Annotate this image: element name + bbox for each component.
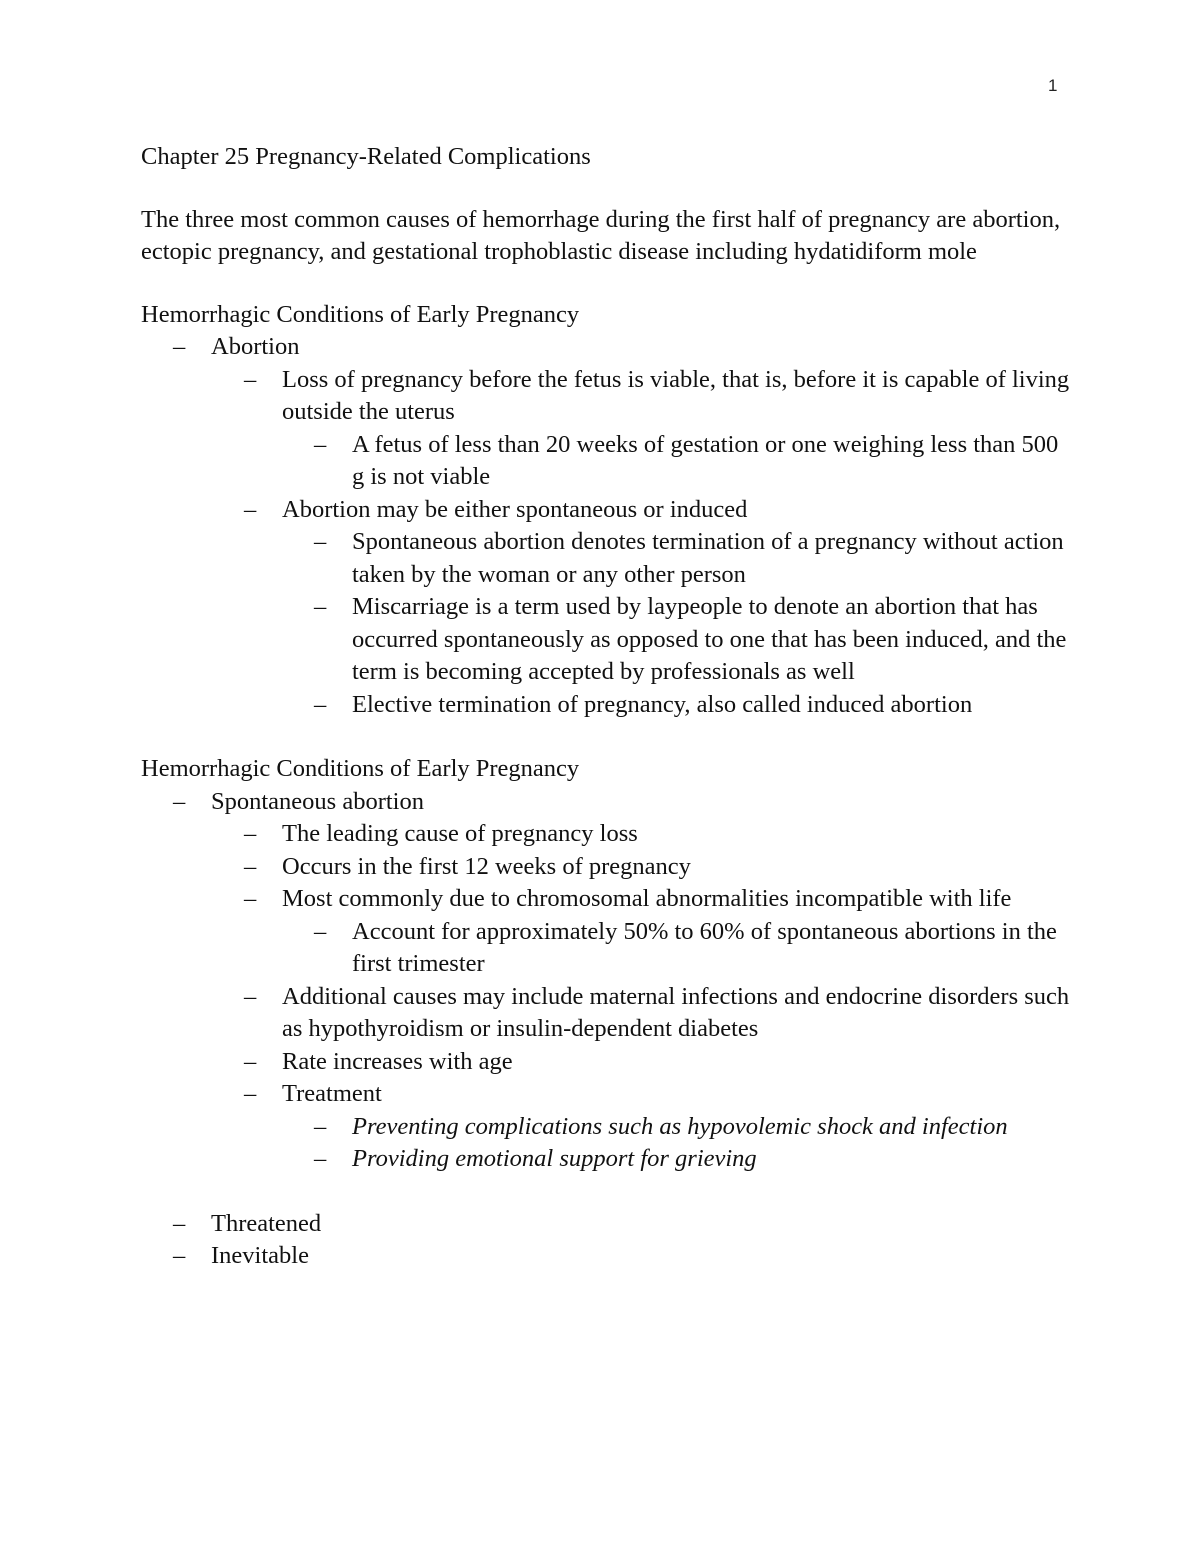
- dash-bullet: –: [314, 593, 327, 620]
- dash-bullet: –: [173, 1209, 186, 1237]
- list-item: – Account for approximately 50% to 60% of spontaneous abortions in the first trimester: [314, 917, 1057, 977]
- dash-bullet: –: [314, 1112, 327, 1140]
- dash-bullet: –: [173, 1242, 186, 1269]
- dash-bullet: –: [173, 787, 186, 815]
- dash-bullet: –: [244, 885, 257, 912]
- list-item: – The leading cause of pregnancy loss: [141, 818, 1071, 851]
- list-item: – Occurs in the first 12 weeks of pregnancy: [141, 851, 1071, 884]
- section-heading: Hemorrhagic Conditions of Early Pregnancy: [141, 755, 580, 782]
- spacer: [141, 1176, 1071, 1208]
- list-item: – Providing emotional support for grieving: [141, 1143, 1071, 1176]
- list-item: – Treatment: [141, 1078, 1071, 1111]
- list-item: – Miscarriage is a term used by laypeople to denote an abortion that has occurred spontaneously as opposed to one that has been induced, and the term is becoming accepted by professionals as well: [314, 593, 1067, 685]
- list-item: – Loss of pregnancy before the fetus is viable, that is, before it is capable of living outside the uterus: [244, 365, 1070, 425]
- dash-bullet: –: [244, 820, 257, 847]
- list-item: – Elective termination of pregnancy, also called induced abortion: [141, 689, 1071, 722]
- list-item: – Spontaneous abortion: [141, 786, 1071, 819]
- intro-paragraph: The three most common causes of hemorrhage during the first half of pregnancy are abortion, ectopic pregnancy, and gestational trophoblastic disease including hydatidiform mole: [141, 205, 1061, 265]
- list-item: – Threatened: [141, 1208, 1071, 1241]
- dash-bullet: –: [244, 852, 257, 880]
- spacer: [141, 269, 1071, 299]
- dash-bullet: –: [173, 333, 186, 360]
- dash-bullet: –: [314, 528, 327, 555]
- list-item: – Abortion: [141, 331, 1071, 364]
- spacer: [141, 174, 1071, 204]
- list-item: – Inevitable: [141, 1240, 1071, 1273]
- list-item: – A fetus of less than 20 weeks of gestation or one weighing less than 500 g is not viable: [314, 430, 1059, 490]
- dash-bullet: –: [314, 1145, 327, 1172]
- list-item: – Most commonly due to chromosomal abnormalities incompatible with life: [141, 883, 1071, 916]
- list-item: – Preventing complications such as hypovolemic shock and infection: [141, 1111, 1071, 1144]
- document-body: [141, 141, 1071, 1273]
- list-item: – Additional causes may include maternal infections and endocrine disorders such as hypothyroidism or insulin-dependent diabetes: [244, 982, 1070, 1042]
- dash-bullet: –: [314, 690, 327, 718]
- list-item: – Rate increases with age: [141, 1046, 1071, 1079]
- dash-bullet: –: [314, 917, 327, 945]
- dash-bullet: –: [244, 1047, 257, 1075]
- dash-bullet: –: [244, 1080, 257, 1107]
- list-item: – Abortion may be either spontaneous or induced: [141, 494, 1071, 527]
- page-number: 1: [1048, 76, 1058, 95]
- section-2-list: [141, 786, 1071, 1176]
- dash-bullet: –: [244, 982, 257, 1010]
- section-heading: Hemorrhagic Conditions of Early Pregnancy: [141, 300, 580, 328]
- dash-bullet: –: [244, 495, 257, 523]
- chapter-title: Chapter 25 Pregnancy-Related Complications: [141, 143, 591, 170]
- list-item: – Spontaneous abortion denotes termination of a pregnancy without action taken by the woman or any other person: [314, 528, 1064, 588]
- dash-bullet: –: [244, 365, 257, 393]
- section-1-list: [141, 331, 1071, 721]
- section-3-list: [141, 1208, 1071, 1273]
- spacer: [141, 721, 1071, 753]
- dash-bullet: –: [314, 430, 327, 458]
